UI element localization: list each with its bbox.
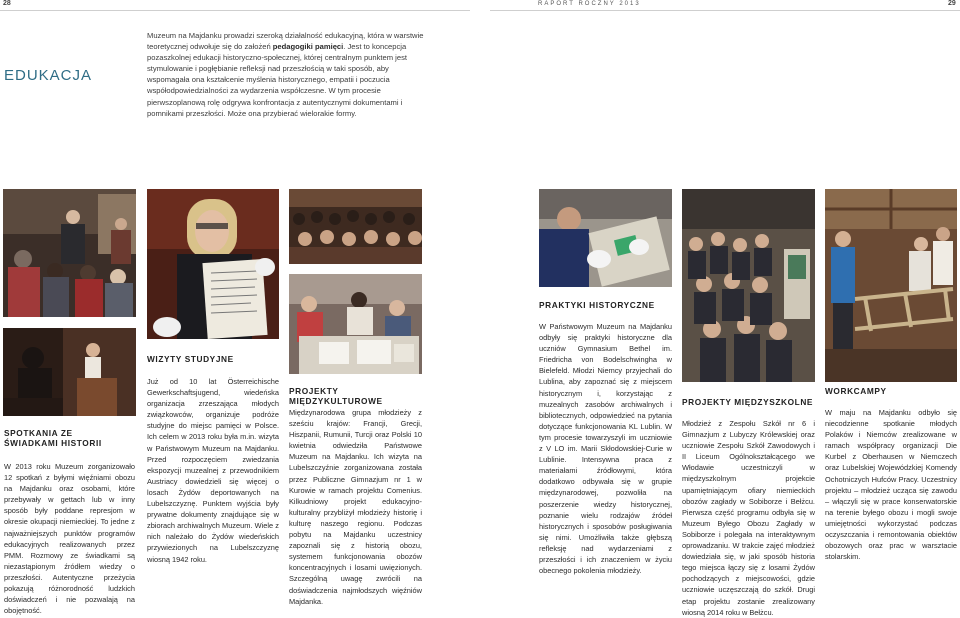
header-rule-left	[0, 10, 470, 11]
intro-paragraph	[147, 30, 425, 119]
intro-text-2: . Jest to koncepcja pozaszkolnej edukacji historyczno-społecznej, której centralnym punktem jest stymulowanie i pogłębianie refleksji nad przeszłością w taki sposób, aby wspomagała ona kształcenie myślenia historycznego, empatii i poczucia współodpowiedzialności za wydarzenia współczesne. W tym procesie pierwszoplanową rolę odgrywa konfrontacja z autentycznymi dokumentami i pomnikami przeszłości. Może ona przybierać wielorakie formy.	[147, 42, 407, 118]
header-rule-right	[490, 10, 960, 11]
photo-auditorium-audience	[289, 189, 422, 264]
intro-bold: pedagogiki pamięci	[272, 42, 344, 52]
body-spotkania: W 2013 roku Muzeum zorganizowało 12 spotkań z byłymi więźniami obozu na Majdanku oraz osobami, które przebywały w gettach lub w inny sposób były poddane represjom w okresie okupacji niemieckiej. To jedne z najważniejszych punktów programów edukacyjnych realizowanych przez PMM. Rozmowy ze świadkami są niezastąpionym źródłem wiedzy o przeszłości. Autentyczne przeżycia pokazują różnorodność ludzkich doświadczeń i nie pozwalają na obojętność.	[4, 462, 135, 616]
photo-workcamp-carpentry	[825, 189, 957, 382]
body-projekty-miedzykulturowe: Międzynarodowa grupa młodzieży z sześciu krajów: Francji, Grecji, Hiszpanii, Rumunii, Turcji oraz Polski 10 kwietnia odwiedziła Państwowe Muzeum na Majdanku. Ich wizyta na Lubelszczyźnie zorganizowana została przez Publiczne Gimnazjum nr 1 w Kurowie w ramach projektu Comenius. Kilkudniowy projekt edukacyjno-kulturalny przybliżył młodzieży historię i kulturę naszego regionu. Podczas pobytu na Majdanku uczestnicy zapoznali się z historią obozu, systemem funkcjonowania obozów koncentracyjnych i losami uwięzionych. Szczególną uwagę zwrócili na doświadczenia najmłodszych więźniów Majdanka.	[289, 408, 422, 606]
section-title: EDUKACJA	[4, 67, 93, 84]
photo-group-exhibition	[682, 189, 815, 382]
body-wizyty: Już od 10 lat Österreichische Gewerkschaftsjugend, wiedeńska organizacja zrzeszająca młodych związkowców, organizuje podróże studyjne do miejsc pamięci w Polsce. Ich celem w 2013 roku była m.in. wizyta w Państwowym Muzeum na Majdanku. Przed rozpoczęciem zwiedzania ekspozycji muzealnej z przewodnikiem Austriacy dowiedzieli się więcej o losach Żydów deportowanych na Lubelszczyznę. Punktem wyjścia były prywatne dokumenty znajdujące się w zbiorach archiwalnych Muzeum. Wiele z nich należało do Żydów wiedeńskich przywiezionych na Lubelszczyznę wiosną 1942 roku.	[147, 377, 279, 564]
heading-spotkania: SPOTKANIA ZE ŚWIADKAMI HISTORII	[4, 428, 102, 448]
photo-students-documents	[289, 274, 422, 374]
body-praktyki: W Państwowym Muzeum na Majdanku odbyły się praktyki historyczne dla uczniów Gymnasium Bethel im. Friedricha von Bodelschwingha w Bielefeld. Młodzi Niemcy przyjechali do Lublina, aby zapoznać się z miejscem historycznym i, korzystając z muzealnych zasobów archiwalnych i bibliotecznych, odpowiedzieć na pytania dotyczące funkcjonowania KL Lublin. W tym procesie towarzyszyli im uczniowie z V LO im. Marii Skłodowskiej-Curie w Lublinie. Intensywna praca z materiałami źródłowymi, która dodatkowo odbywała się w grupie międzynarodowej, pozwoliła na poszerzenie wiedzy historycznej, poznanie wielu rodzajów źródeł historycznych i sposobów posługiwania się nimi. Umożliwiła także głębszą refleksję nad wydarzeniami z przeszłości i ich znaczeniem w życiu obecnego pokolenia młodzieży.	[539, 322, 672, 576]
page-number-right: 29	[948, 0, 956, 7]
heading-praktyki: PRAKTYKI HISTORYCZNE	[539, 300, 655, 310]
heading-wizyty: WIZYTY STUDYJNE	[147, 354, 234, 364]
heading-workcamp: WORKCAMPY	[825, 386, 887, 396]
heading-projekty-miedzyszkolne: PROJEKTY MIĘDZYSZKOLNE	[682, 397, 814, 407]
photo-speaker-podium	[3, 328, 136, 416]
heading-projekty-miedzykulturowe: PROJEKTY MIĘDZYKULTUROWE	[289, 386, 383, 406]
photo-student-archive-work	[539, 189, 672, 287]
running-header: RAPORT ROCZNY 2013	[538, 1, 641, 7]
body-workcamp: W maju na Majdanku odbyło się niecodzienne spotkanie młodych Polaków i Niemców zrealizowane w ramach współpracy organizacji Die Kurbel z Oberhausen w Niemczech oraz Lubelskiej Wojewódzkiej Komendy Ochotniczych Hufców Pracy. Uczestnicy projektu – młodzież ucząca się zawodu – włączyli się w prace konserwatorskie na terenie byłego obozu i mogli swoje umiejętności wykorzystać podczas oczyszczania i remontowania obiektów obozowych oraz prac w warsztacie stolarskim.	[825, 408, 957, 562]
page-number-left: 28	[3, 0, 11, 7]
photo-woman-with-document	[147, 189, 279, 339]
intro-text-1: Muzeum na Majdanku prowadzi szeroką działalność edukacyjną, która w warstwie teoretycznej odwołuje się do założeń	[147, 31, 424, 52]
body-projekty-miedzyszkolne: Młodzież z Zespołu Szkół nr 6 i Gimnazjum z Lubyczy Królewskiej oraz uczniowie Zespołu Szkół Zawodowych i II Liceum Ogólnokształcącego we Włodawie uczestniczyli w międzyszkolnym projekcie upamiętniającym ofiary niemieckich obozów zagłady w Sobiborze i Bełżcu. Pierwsza część programu odbyła się w Muzeum Byłego Obozu Zagłady w Sobiborze i polegała na interaktywnym oprowadzaniu. W trakcie zajęć młodzież dowiedziała się, w jaki sposób historia tego miejsca łączy się z losami Żydów pochodzących z miejscowości, gdzie uczniowie uczęszczają do szkół. Drugi etap projektu zostanie zrealizowany wiosną 2014 roku w Bełżcu.	[682, 419, 815, 617]
photo-meeting-audience	[3, 189, 136, 317]
